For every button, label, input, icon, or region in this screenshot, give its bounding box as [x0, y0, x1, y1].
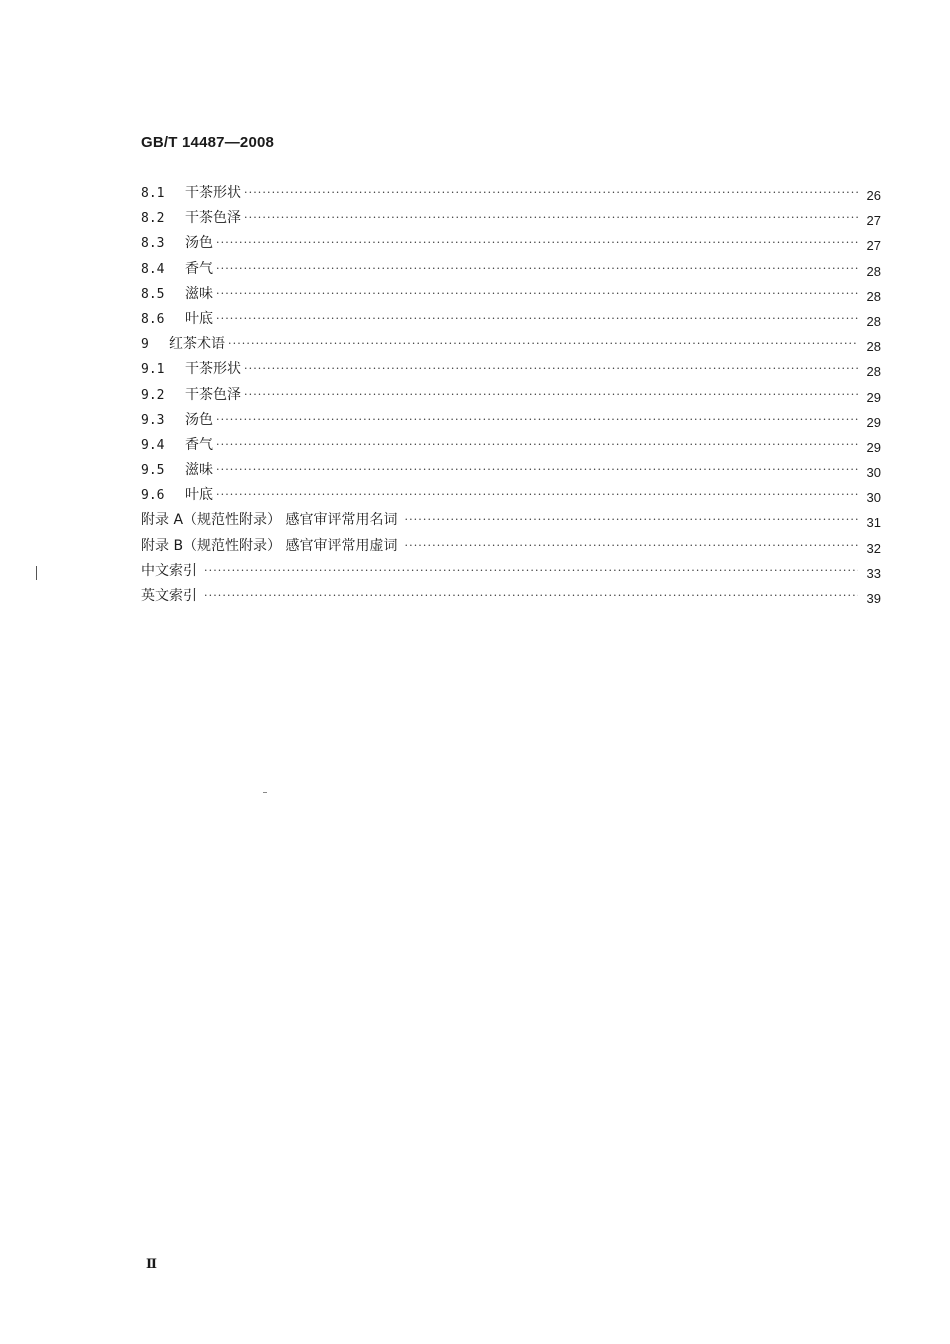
toc-leader-dots	[216, 407, 858, 432]
toc-entry[interactable]	[141, 382, 881, 407]
standard-number-header: GB/T 14487—2008	[141, 134, 275, 151]
toc-entry-title: 汤色	[185, 411, 213, 428]
toc-entry-title: 附录 B（规范性附录） 感官审评常用虚词	[141, 537, 398, 554]
scan-artifact-line	[36, 566, 37, 580]
toc-entry-page: 29	[866, 389, 881, 405]
toc-leader-dots	[204, 583, 858, 608]
toc-leader-dots	[216, 482, 858, 507]
toc-entry-number: 9.6	[141, 488, 165, 504]
toc-entry-page: 28	[866, 339, 881, 355]
toc-entry-title: 滋味	[185, 462, 213, 479]
toc-entry-number: 8.4	[141, 261, 165, 277]
toc-entry-number: 9.5	[141, 463, 165, 479]
toc-entry-title: 干茶色泽	[185, 210, 241, 227]
toc-entry[interactable]	[141, 432, 881, 457]
toc-entry-page: 28	[866, 263, 881, 279]
toc-leader-dots	[404, 507, 858, 532]
toc-entry-title: 香气	[185, 436, 213, 453]
toc-entry-page: 29	[866, 439, 881, 455]
toc-entry[interactable]	[141, 356, 881, 381]
toc-entry-title: 干茶色泽	[185, 386, 241, 403]
toc-entry-title: 叶底	[185, 487, 213, 504]
toc-entry-title: 干茶形状	[185, 185, 241, 201]
toc-leader-dots	[216, 457, 858, 482]
page-number-roman: Ⅱ	[146, 1256, 157, 1271]
toc-entry-number: 8.1	[141, 186, 165, 201]
toc-entry-chapter[interactable]	[141, 331, 881, 356]
toc-leader-dots	[244, 382, 858, 407]
toc-entry-page: 28	[866, 364, 881, 380]
toc-leader-dots	[216, 432, 858, 457]
toc-entry[interactable]	[141, 256, 881, 281]
toc-entry-number: 9.4	[141, 437, 165, 453]
toc-entry[interactable]	[141, 205, 881, 230]
toc-entry-number: 8.3	[141, 236, 165, 252]
toc-entry-title: 香气	[185, 260, 213, 277]
toc-entry-number: 8.2	[141, 211, 165, 227]
toc-entry-page: 31	[866, 515, 881, 531]
toc-entry-title: 红茶术语	[169, 336, 225, 353]
toc-entry[interactable]	[141, 407, 881, 432]
toc-leader-dots	[216, 306, 858, 331]
toc-leader-dots	[244, 356, 858, 381]
toc-leader-dots	[216, 281, 858, 306]
toc-entry-title: 干茶形状	[185, 361, 241, 378]
toc-leader-dots	[204, 558, 858, 583]
toc-entry-number: 9.1	[141, 362, 165, 378]
toc-entry-page: 29	[866, 414, 881, 430]
toc-entry-title: 滋味	[185, 285, 213, 302]
toc-entry-english-index[interactable]	[141, 583, 881, 608]
toc-entry-number: 9	[141, 337, 149, 353]
toc-entry-number: 8.6	[141, 311, 165, 327]
toc-entry-number: 9.2	[141, 387, 165, 403]
toc-entry[interactable]	[141, 180, 881, 205]
toc-entry[interactable]	[141, 306, 881, 331]
toc-leader-dots	[244, 205, 858, 230]
toc-leader-dots	[244, 180, 858, 205]
toc-entry-appendix-a[interactable]	[141, 507, 881, 532]
toc-entry-page: 26	[866, 188, 881, 203]
toc-entry-page: 27	[866, 213, 881, 229]
toc-entry-title: 英文索引	[141, 588, 197, 604]
toc-entry[interactable]	[141, 457, 881, 482]
toc-entry-appendix-b[interactable]	[141, 533, 881, 558]
toc-entry-page: 32	[866, 540, 881, 556]
toc-entry-number: 8.5	[141, 286, 165, 302]
toc-entry-page: 30	[866, 465, 881, 481]
toc-entry-title: 中文索引	[141, 562, 197, 579]
toc-entry[interactable]	[141, 281, 881, 306]
toc-entry-title: 附录 A（规范性附录） 感官审评常用名词	[141, 512, 398, 529]
toc-entry[interactable]	[141, 482, 881, 507]
toc-entry-title: 叶底	[185, 310, 213, 327]
toc-entry-title: 汤色	[185, 235, 213, 252]
toc-leader-dots	[216, 230, 858, 255]
toc-entry-page: 39	[866, 591, 881, 606]
toc-entry-chinese-index[interactable]	[141, 558, 881, 583]
toc-entry-page: 30	[866, 490, 881, 506]
toc-entry-page: 28	[866, 313, 881, 329]
toc-entry-page: 28	[866, 288, 881, 304]
toc-entry-number: 9.3	[141, 412, 165, 428]
toc-entry[interactable]	[141, 230, 881, 255]
scan-artifact-dot	[263, 792, 267, 793]
toc-entry-page: 27	[866, 238, 881, 254]
toc-leader-dots	[228, 331, 858, 356]
toc-entry-page: 33	[866, 565, 881, 581]
table-of-contents	[141, 180, 881, 608]
toc-leader-dots	[216, 256, 858, 281]
toc-leader-dots	[405, 533, 858, 558]
